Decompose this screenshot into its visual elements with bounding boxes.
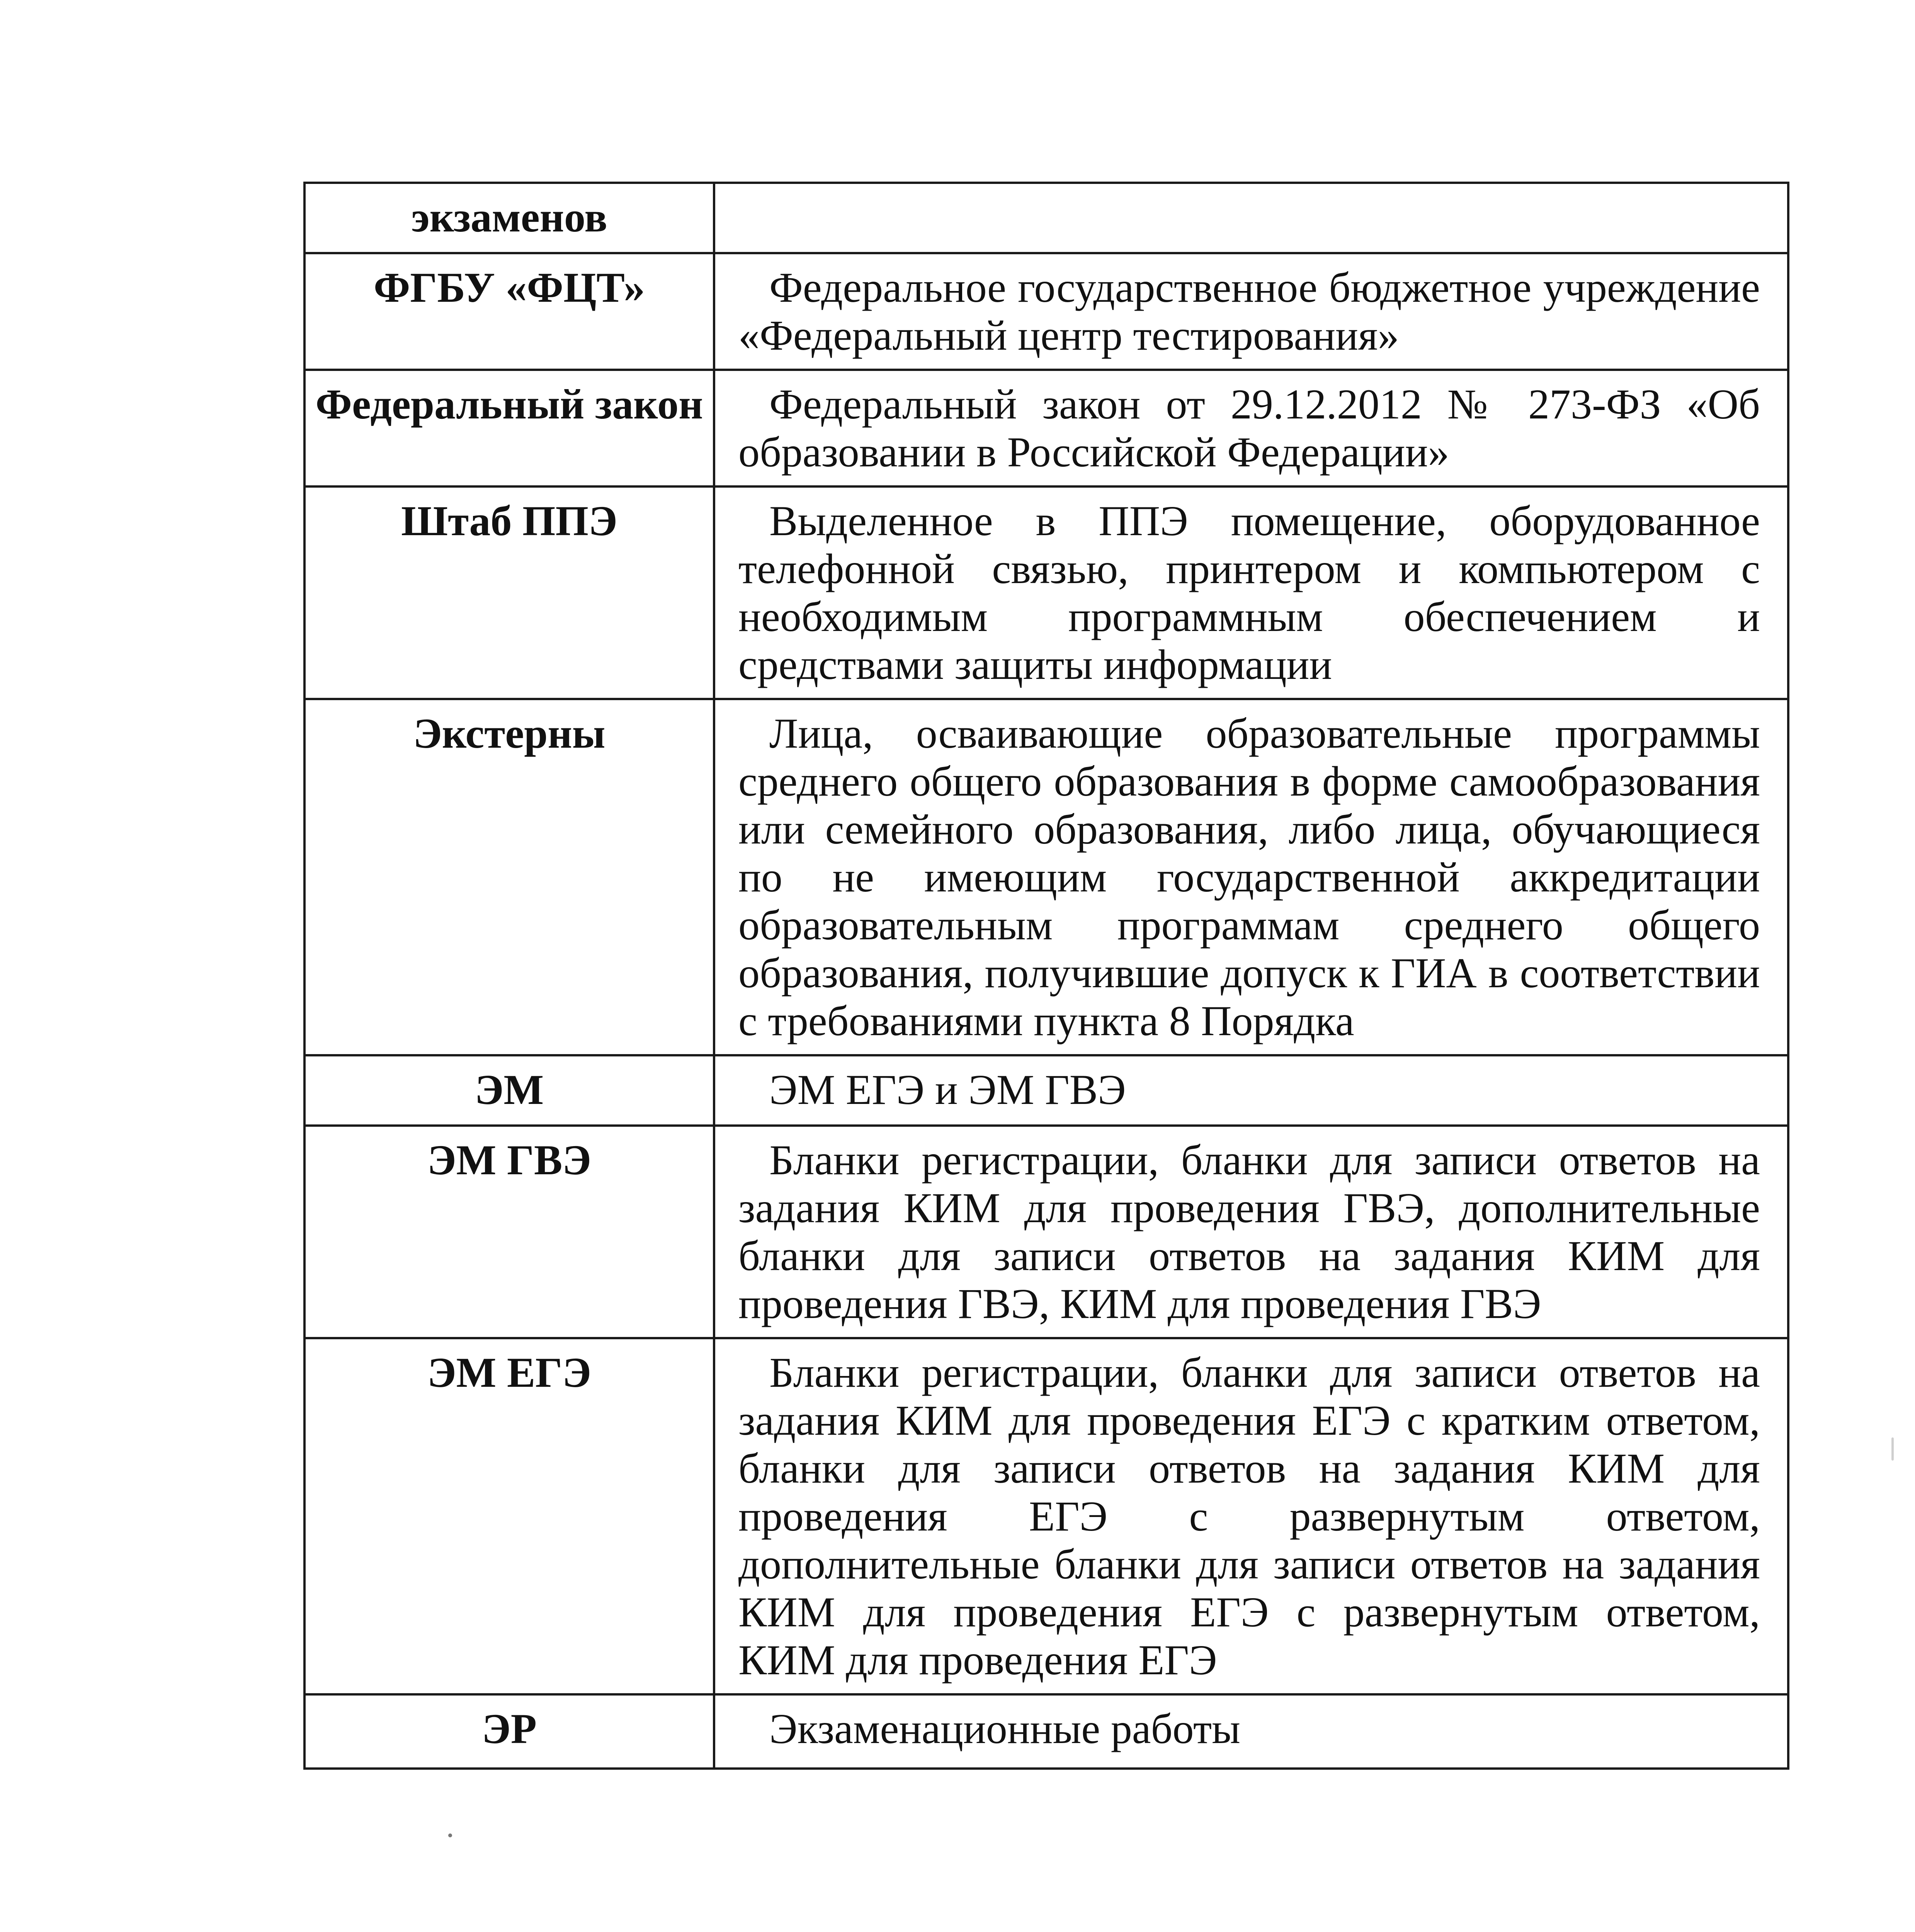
term-cell: Штаб ППЭ <box>304 486 714 699</box>
table-row <box>304 699 1788 1055</box>
definition-cell <box>714 253 1788 370</box>
table-row <box>304 1694 1788 1769</box>
glossary-table <box>303 182 1789 1770</box>
definition-cell <box>714 183 1788 253</box>
definition-cell <box>714 1055 1788 1126</box>
term-cell: Экстерны <box>304 699 714 1055</box>
definition-text: Выделенное в ППЭ помещение, оборудованное телефонной связью, принтером и компьютером с необходимым программным обеспечением и средствами защиты информации <box>738 497 1760 688</box>
table-row <box>304 253 1788 370</box>
term-cell: экзаменов <box>304 183 714 253</box>
table-row <box>304 370 1788 486</box>
definition-text: Экзаменационные работы <box>769 1705 1241 1752</box>
table-row <box>304 1126 1788 1338</box>
term-cell: Федеральный закон <box>304 370 714 486</box>
term-cell: ЭМ ГВЭ <box>304 1126 714 1338</box>
definition-cell <box>714 486 1788 699</box>
term-cell: ЭР <box>304 1694 714 1769</box>
scan-speck <box>448 1833 452 1837</box>
scan-mark <box>1891 1437 1894 1461</box>
term-cell: ЭМ ЕГЭ <box>304 1338 714 1694</box>
definition-cell <box>714 370 1788 486</box>
definition-cell <box>714 1694 1788 1769</box>
definition-cell <box>714 1126 1788 1338</box>
table-row <box>304 1055 1788 1126</box>
table-row <box>304 183 1788 253</box>
definition-cell <box>714 1338 1788 1694</box>
term-cell: ФГБУ «ФЦТ» <box>304 253 714 370</box>
table-row <box>304 486 1788 699</box>
definition-text: Бланки регистрации, бланки для записи ответов на задания КИМ для проведения ЕГЭ с кратким ответом, бланки для записи ответов на задания КИМ для проведения ЕГЭ с развернутым ответом, дополнительные бланки для записи ответов на задания КИМ для проведения ЕГЭ с развернутым ответом, КИМ для проведения ЕГЭ <box>738 1349 1760 1684</box>
definition-text: ЭМ ЕГЭ и ЭМ ГВЭ <box>769 1066 1126 1113</box>
definition-text: Лица, осваивающие образовательные программы среднего общего образования в форме самообразования или семейного образования, либо лица, обучающиеся по не имеющим государственной аккредитации образовательным программам среднего общего образования, получившие допуск к ГИА в соответствии с требованиями пункта 8 Порядка <box>738 710 1760 1044</box>
definition-cell <box>714 699 1788 1055</box>
table-row <box>304 1338 1788 1694</box>
term-cell: ЭМ <box>304 1055 714 1126</box>
definition-text: Федеральное государственное бюджетное учреждение «Федеральный центр тестирования» <box>738 264 1760 359</box>
definition-text: Федеральный закон от 29.12.2012 № 273-ФЗ «Об образовании в Российской Федерации» <box>738 381 1760 476</box>
definition-text: Бланки регистрации, бланки для записи ответов на задания КИМ для проведения ГВЭ, дополнительные бланки для записи ответов на задания КИМ для проведения ГВЭ, КИМ для проведения ГВЭ <box>738 1136 1760 1327</box>
